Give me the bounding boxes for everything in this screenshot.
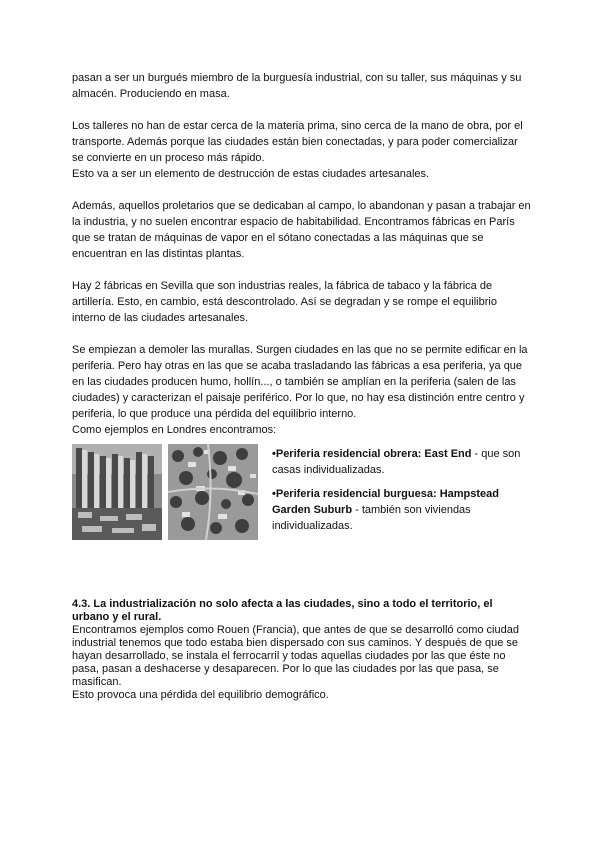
paragraph-proletarians: Además, aquellos proletarios que se dedicaban al campo, lo abandonan y pasan a trabajar en la industria, y no suelen encontrar espacio de habitabilidad. Encontramos fábricas en París que se tratan de máquinas de vapor en el sótano conectadas a las máquinas que se encuentran en las distintas plantas. (72, 200, 531, 260)
paragraph-intro: pasan a ser un burgués miembro de la burguesía industrial, con su taller, sus máquinas y su almacén. Produciendo en masa. (72, 72, 522, 100)
east-end-photo (72, 444, 162, 540)
caption-east-end-title: •Periferia residencial obrera: East End (272, 448, 472, 460)
caption-hampstead-title: •Periferia residencial burguesa: Hampstead Garden Suburb (272, 488, 499, 516)
section-paragraph-rouen: Encontramos ejemplos como Rouen (Francia), que antes de que se desarrolló como ciudad industrial tenemos que todo estaba bien dispersado con sus caminos. Y después de que se hayan desarrollado, se instala el ferrocarril y todas aquellas ciudades por las que éste no pasa, pasan a deshacerse y desaparecen. Por lo que las ciudades por las que pasa, se masifican. (72, 624, 519, 688)
paragraph-workshops: Los talleres no han de estar cerca de la materia prima, sino cerca de la mano de obra, por el transporte. Además porque las ciudades están bien conectadas, y para poder comercializar se convierte en un proceso más rápido. (72, 120, 523, 164)
paragraph-destruction: Esto va a ser un elemento de destrucción de estas ciudades artesanales. (72, 168, 430, 180)
caption-hampstead (272, 486, 534, 534)
hampstead-photo (168, 444, 258, 540)
caption-east-end (272, 446, 534, 478)
paragraph-london: Como ejemplos en Londres encontramos: (72, 424, 277, 436)
section-4-3 (72, 598, 532, 702)
section-heading: 4.3. La industrialización no solo afecta a las ciudades, sino a todo el territorio, el urbano y el rural. (72, 598, 493, 623)
photo-captions (272, 446, 534, 534)
section-paragraph-demographic: Esto provoca una pérdida del equilibrio demográfico. (72, 689, 329, 701)
document-body (72, 70, 532, 544)
caption-east-end-text: - que son casas individualizadas. (272, 448, 521, 476)
photos-row (72, 444, 532, 544)
paragraph-walls: Se empiezan a demoler las murallas. Surgen ciudades en las que no se permite edificar en la periferia. Pero hay otras en las que se acaba trasladando las fábricas a esa periferia, ya que en las ciudades producen humo, hollín..., o también se amplían en la periferia (salen de las ciudades) y caracterizan el paisaje periférico. Por lo que, no hay esa distinción entre centro y periferia, lo que produce una pérdida del equilibrio interno. (72, 344, 528, 420)
caption-hampstead-text: - también son viviendas individualizadas. (272, 504, 471, 532)
paragraph-seville: Hay 2 fábricas en Sevilla que son industrias reales, la fábrica de tabaco y la fábrica de artillería. Esto, en cambio, está descontrolado. Así se degradan y se rompe el equilibrio interno de las ciudades artesanales. (72, 280, 497, 324)
